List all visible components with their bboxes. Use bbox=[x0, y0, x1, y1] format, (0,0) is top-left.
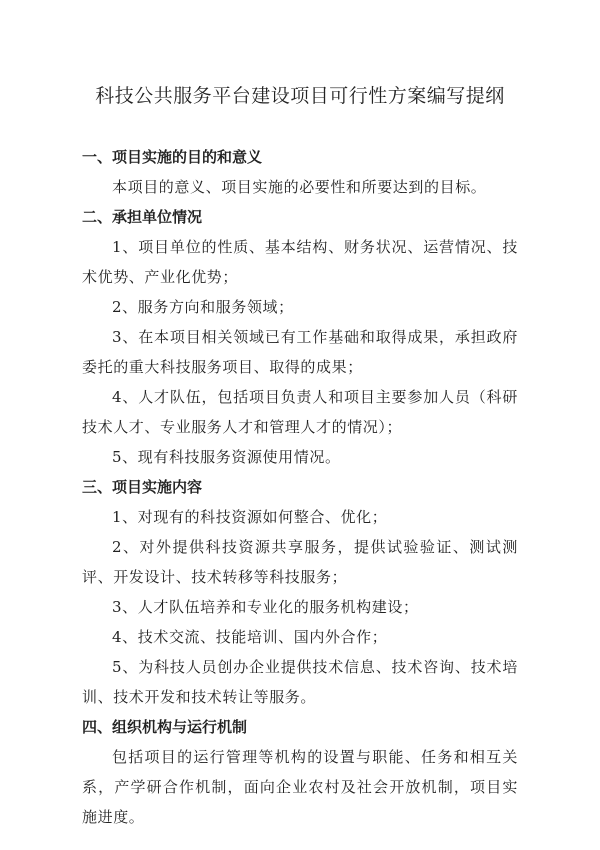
paragraph: 4、技术交流、技能培训、国内外合作； bbox=[112, 628, 388, 646]
paragraph: 3、人才队伍培养和专业化的服务机构建设； bbox=[112, 598, 419, 616]
section-heading: 一、项目实施的目的和意义 bbox=[82, 148, 263, 166]
paragraph: 1、项目单位的性质、基本结构、财务状况、运营情况、技术优势、产业化优势； bbox=[82, 238, 518, 286]
section-heading: 二、承担单位情况 bbox=[82, 208, 203, 226]
section-4 bbox=[82, 712, 518, 832]
paragraph: 5、现有科技服务资源使用情况。 bbox=[112, 448, 341, 466]
section-heading: 四、组织机构与运行机制 bbox=[82, 718, 248, 736]
section-2 bbox=[82, 202, 518, 472]
paragraph: 1、对现有的科技资源如何整合、优化； bbox=[112, 508, 388, 526]
paragraph: 包括项目的运行管理等机构的设置与职能、任务和相互关系，产学研合作机制，面向企业农村及社会开放机制，项目实施进度。 bbox=[82, 748, 518, 826]
paragraph: 4、人才队伍，包括项目负责人和项目主要参加人员（科研技术人才、专业服务人才和管理人才的情况）； bbox=[82, 388, 518, 436]
paragraph: 3、在本项目相关领域已有工作基础和取得成果，承担政府委托的重大科技服务项目、取得的成果； bbox=[82, 328, 518, 376]
section-heading: 三、项目实施内容 bbox=[82, 478, 203, 496]
paragraph: 5、为科技人员创办企业提供技术信息、技术咨询、技术培训、技术开发和技术转让等服务。 bbox=[82, 658, 518, 706]
document-title: 科技公共服务平台建设项目可行性方案编写提纲 bbox=[95, 85, 505, 107]
paragraph: 本项目的意义、项目实施的必要性和所要达到的目标。 bbox=[112, 178, 487, 196]
section-1 bbox=[82, 142, 518, 202]
paragraph: 2、对外提供科技资源共享服务，提供试验验证、测试测评、开发设计、技术转移等科技服务； bbox=[82, 538, 518, 586]
paragraph: 2、服务方向和服务领域； bbox=[112, 298, 294, 316]
section-3 bbox=[82, 472, 518, 712]
